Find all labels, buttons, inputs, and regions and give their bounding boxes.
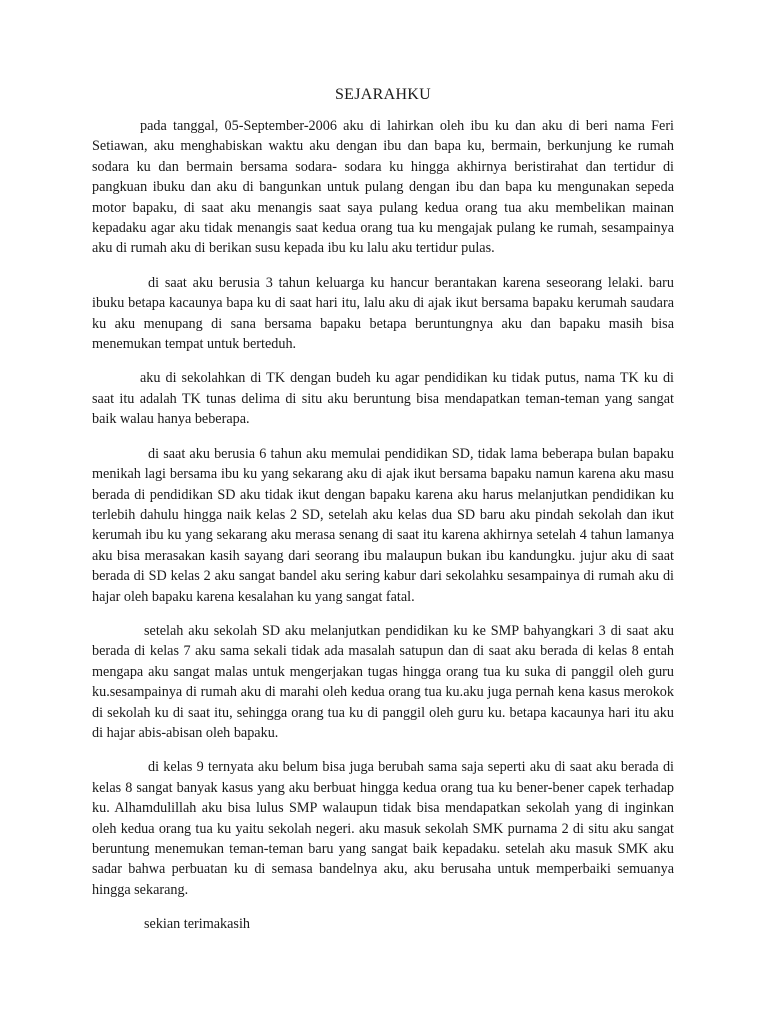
paragraph-2: di saat aku berusia 3 tahun keluarga ku hancur berantakan karena seseorang lelaki. baru ibuku betapa kacaunya bapa ku di saat hari itu, lalu aku di ajak ikut bersama bapaku kerumah saudara ku aku menupang di sana bersama bapaku betapa beruntungnya aku dan bapaku masih bisa menemukan tempat untuk berteduh. (92, 274, 674, 353)
document-page (92, 86, 674, 935)
paragraph-6: di kelas 9 ternyata aku belum bisa juga berubah sama saja seperti aku di saat aku berada di kelas 8 sangat banyak kasus yang aku berbuat hingga kedua orang tua ku bener-bener capek terhadap ku. Alhamdulillah aku bisa lulus SMP walaupun tidak bisa mendapatkan sekolah yang di inginkan oleh kedua orang tua ku yaitu sekolah negeri. aku masuk sekolah SMK purnama 2 di situ aku sangat beruntung menemukan teman-teman baru yang sangat baik kepadaku. setelah aku masuk SMK aku sadar bahwa perbuatan ku di semasa bandelnya aku, aku berusaha untuk memperbaiki semuanya hingga sekarang. (92, 759, 674, 898)
closing-line: sekian terimakasih (144, 916, 250, 933)
paragraph-5: setelah aku sekolah SD aku melanjutkan pendidikan ku ke SMP bahyangkari 3 di saat aku berada di kelas 7 aku sama sekali tidak ada masalah satupun dan di saat aku berada di kelas 8 entah mengapa aku sangat malas untuk mengerjakan tugas hingga orang tua ku suka di panggil oleh guru ku.sesampainya di rumah aku di marahi oleh kedua orang tua ku.aku juga pernah kena kasus merokok di sekolah ku di saat itu, sehingga orang tua ku di panggil oleh guru ku. betapa kacaunya hari itu aku di hajar abis-abisan oleh bapaku. (92, 622, 674, 741)
paragraph-3: aku di sekolahkan di TK dengan budeh ku agar pendidikan ku tidak putus, nama TK ku di saat itu adalah TK tunas delima di situ aku beruntung bisa mendapatkan teman-teman yang sangat baik walau hanya beberapa. (92, 370, 674, 428)
document-title: SEJARAHKU (334, 86, 432, 103)
paragraph-4: di saat aku berusia 6 tahun aku memulai pendidikan SD, tidak lama beberapa bulan bapaku menikah lagi bersama ibu ku yang sekarang aku di ajak ikut bersama bapaku namun karena aku masu berada di pendidikan SD aku tidak ikut dengan bapaku karena aku harus melanjutkan pendidikan ku terlebih dahulu hingga naik kelas 2 SD, setelah aku kelas dua SD baru aku pindah sekolah dan ikut kerumah ibu ku yang sekarang aku merasa senang di saat itu karena akhirnya setelah 4 tahun lamanya aku bisa merasakan kasih sayang dari seorang ibu malaupun bukan ibu kandungku. jujur aku di saat berada di SD kelas 2 aku sangat bandel aku sering kabur dari sekolahku sesampainya di rumah aku di hajar oleh bapaku karena kesalahan ku yang sangat fatal. (92, 445, 674, 605)
paragraph-1: pada tanggal, 05-September-2006 aku di lahirkan oleh ibu ku dan aku di beri nama Feri Setiawan, aku menghabiskan waktu aku dengan ibu dan bapa ku, bermain, berkunjung ke rumah sodara ku dan bermain bersama sodara- sodara ku hingga akhirnya beristirahat dan tertidur di pangkuan ibuku dan aku di bangunkan untuk pulang dengan ibu dan bapa ku mengunakan sepeda motor bapaku, di saat aku menangis saat saya pulang kedua orang tua aku membelikan mainan kepadaku agar aku tidak menangis saat kedua orang tua ku mengajak pulang ke rumah, sesampainya aku di rumah aku di berikan susu kepada ibu ku lalu aku tertidur pulas. (92, 118, 674, 257)
